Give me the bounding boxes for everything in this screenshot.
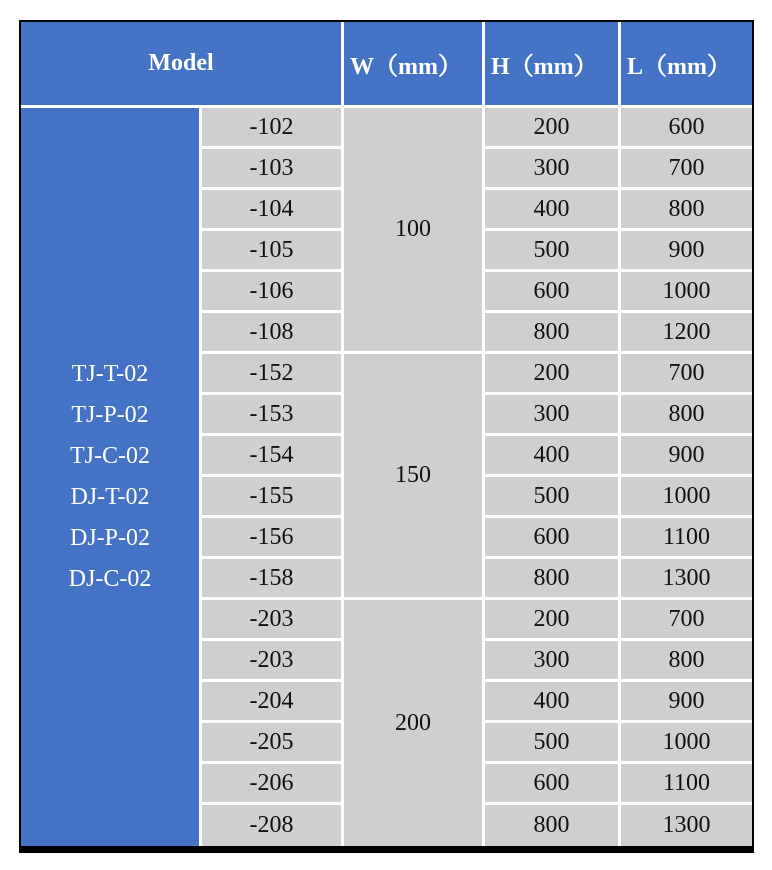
height-cell: 600 xyxy=(485,764,621,805)
width-cell: 200 xyxy=(344,600,485,846)
height-cell: 300 xyxy=(485,395,621,436)
suffix-cell: -153 xyxy=(202,395,344,436)
length-cell: 800 xyxy=(621,641,752,682)
table-row xyxy=(21,108,752,149)
suffix-cell: -205 xyxy=(202,723,344,764)
length-cell: 1300 xyxy=(621,559,752,600)
model-name: DJ-P-02 xyxy=(69,525,150,551)
height-cell: 800 xyxy=(485,313,621,354)
length-cell: 1200 xyxy=(621,313,752,354)
length-cell: 800 xyxy=(621,190,752,231)
suffix-cell: -102 xyxy=(202,108,344,149)
height-cell: 600 xyxy=(485,272,621,313)
header-row xyxy=(21,22,752,108)
header-width: W（mm） xyxy=(344,22,485,108)
suffix-cell: -155 xyxy=(202,477,344,518)
suffix-cell: -152 xyxy=(202,354,344,395)
suffix-cell: -208 xyxy=(202,805,344,846)
height-cell: 500 xyxy=(485,231,621,272)
suffix-cell: -203 xyxy=(202,600,344,641)
height-cell: 500 xyxy=(485,477,621,518)
length-cell: 800 xyxy=(621,395,752,436)
height-cell: 400 xyxy=(485,190,621,231)
height-cell: 500 xyxy=(485,723,621,764)
length-cell: 700 xyxy=(621,354,752,395)
length-cell: 700 xyxy=(621,149,752,190)
table-frame xyxy=(19,20,754,853)
header-model: Model xyxy=(21,22,344,108)
length-cell: 1000 xyxy=(621,272,752,313)
suffix-cell: -105 xyxy=(202,231,344,272)
suffix-cell: -156 xyxy=(202,518,344,559)
length-cell: 1100 xyxy=(621,518,752,559)
height-cell: 600 xyxy=(485,518,621,559)
height-cell: 300 xyxy=(485,149,621,190)
suffix-cell: -154 xyxy=(202,436,344,477)
height-cell: 400 xyxy=(485,436,621,477)
width-cell: 150 xyxy=(344,354,485,600)
suffix-cell: -204 xyxy=(202,682,344,723)
length-cell: 1300 xyxy=(621,805,752,846)
length-cell: 700 xyxy=(621,600,752,641)
suffix-cell: -103 xyxy=(202,149,344,190)
length-cell: 900 xyxy=(621,682,752,723)
suffix-cell: -158 xyxy=(202,559,344,600)
height-cell: 200 xyxy=(485,108,621,149)
suffix-cell: -104 xyxy=(202,190,344,231)
height-cell: 400 xyxy=(485,682,621,723)
suffix-cell: -206 xyxy=(202,764,344,805)
header-length: L（mm） xyxy=(621,22,752,108)
model-name: TJ-C-02 xyxy=(70,443,150,469)
model-names-cell xyxy=(21,108,202,846)
length-cell: 600 xyxy=(621,108,752,149)
length-cell: 1000 xyxy=(621,477,752,518)
height-cell: 200 xyxy=(485,600,621,641)
spec-table xyxy=(21,22,752,846)
suffix-cell: -108 xyxy=(202,313,344,354)
suffix-cell: -203 xyxy=(202,641,344,682)
model-name: DJ-C-02 xyxy=(68,566,152,592)
header-height: H（mm） xyxy=(485,22,621,108)
height-cell: 800 xyxy=(485,805,621,846)
width-cell: 100 xyxy=(344,108,485,354)
height-cell: 800 xyxy=(485,559,621,600)
length-cell: 1100 xyxy=(621,764,752,805)
length-cell: 900 xyxy=(621,436,752,477)
height-cell: 200 xyxy=(485,354,621,395)
suffix-cell: -106 xyxy=(202,272,344,313)
height-cell: 300 xyxy=(485,641,621,682)
model-name: DJ-T-02 xyxy=(70,484,150,510)
length-cell: 1000 xyxy=(621,723,752,764)
model-name: TJ-T-02 xyxy=(71,361,149,387)
model-name: TJ-P-02 xyxy=(71,402,149,428)
length-cell: 900 xyxy=(621,231,752,272)
